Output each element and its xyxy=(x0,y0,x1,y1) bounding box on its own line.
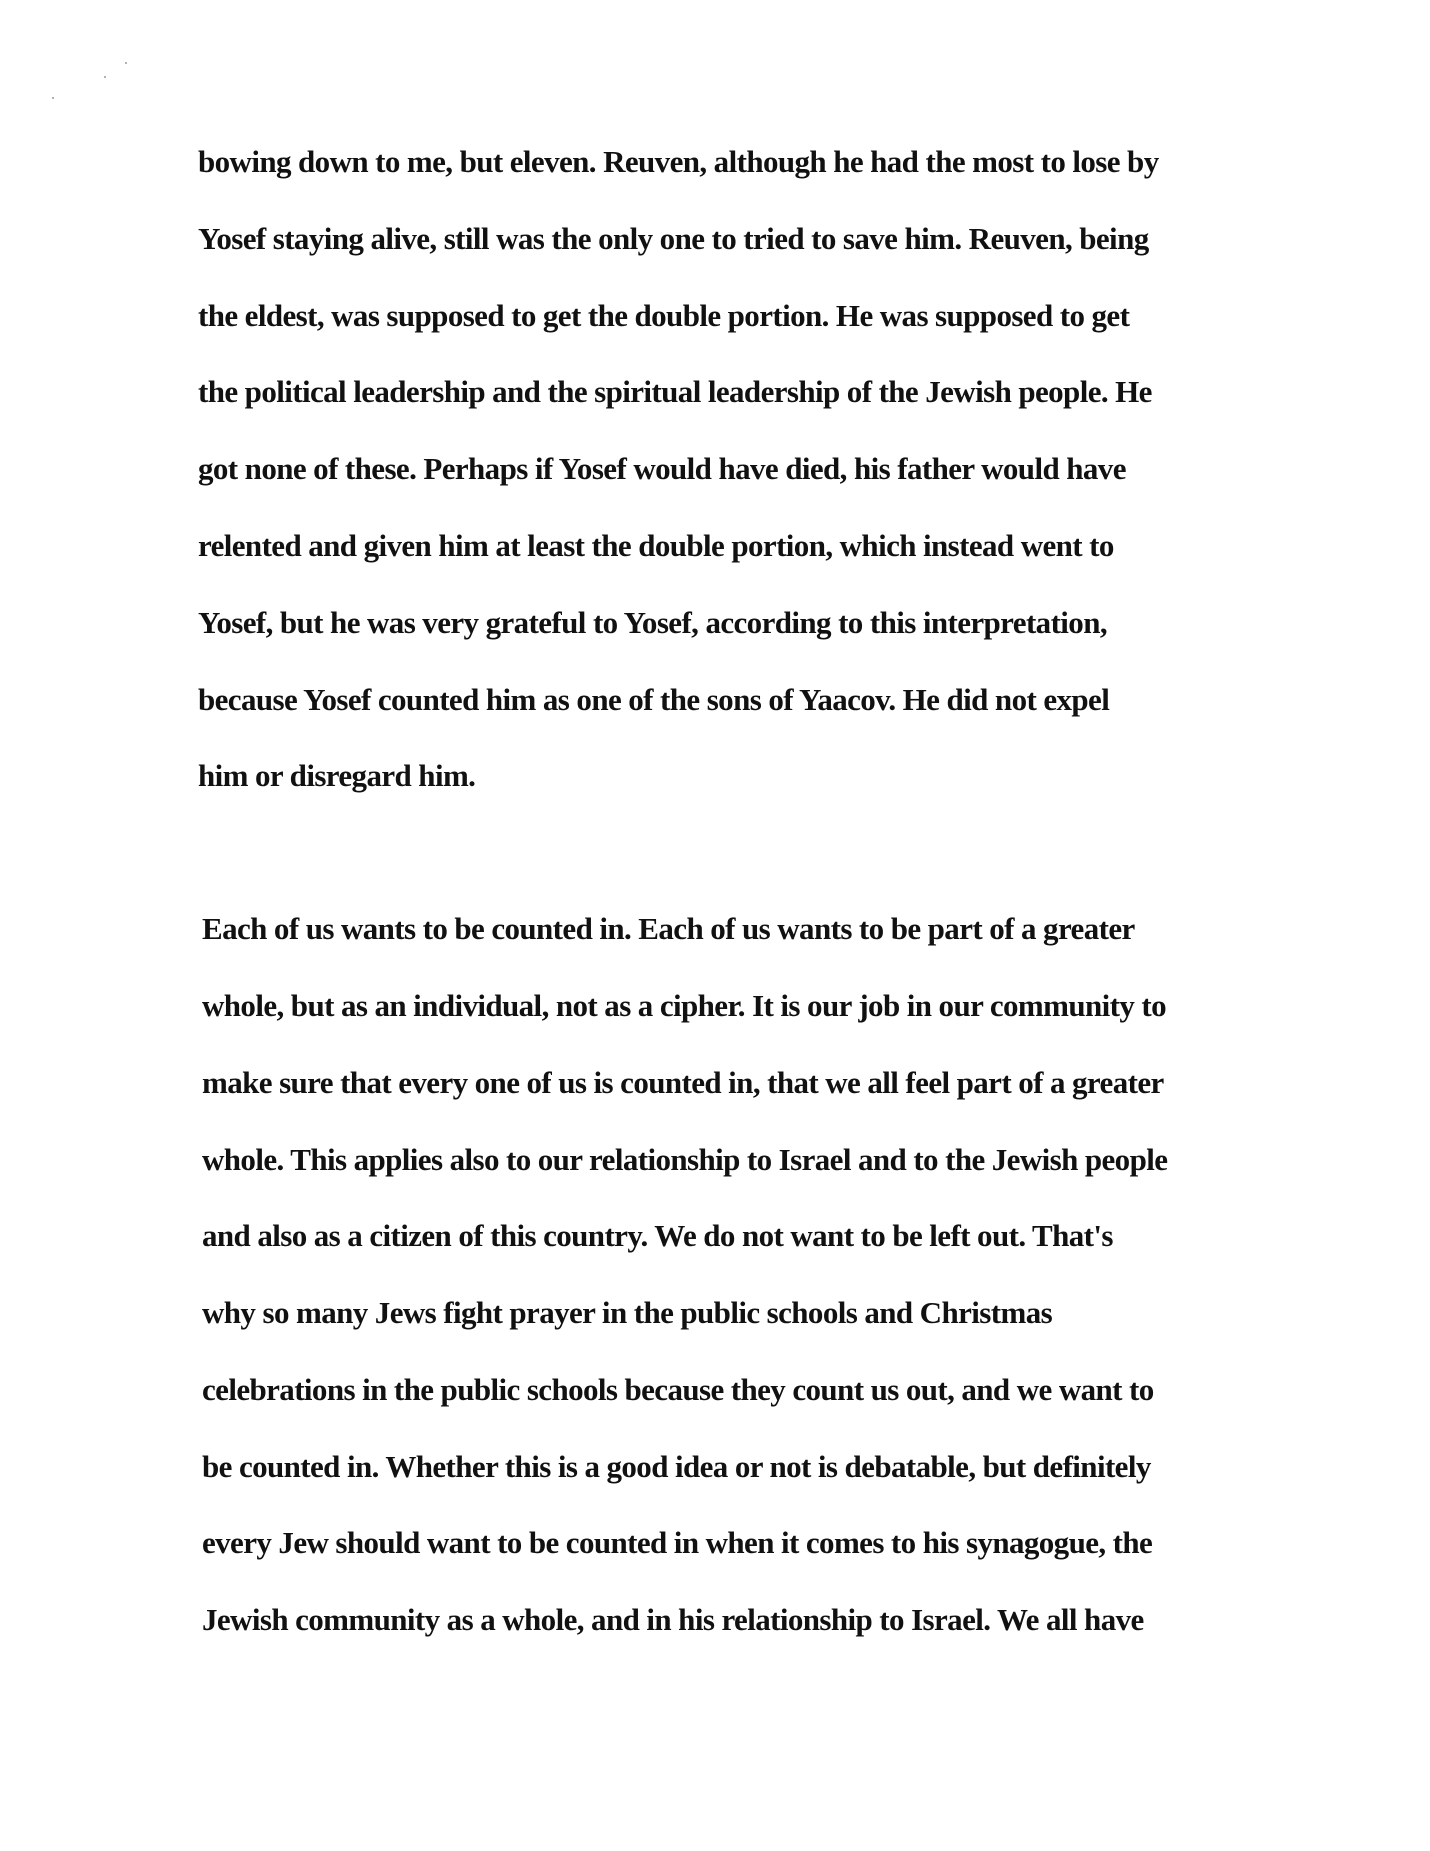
text-line: why so many Jews fight prayer in the public schools and Christmas xyxy=(202,1295,1053,1330)
text-line: him or disregard him. xyxy=(198,758,476,793)
text-line: got none of these. Perhaps if Yosef would have died, his father would have xyxy=(198,451,1126,486)
text-line: and also as a citizen of this country. We do not want to be left out. That's xyxy=(202,1218,1113,1253)
text-line: whole, but as an individual, not as a cipher. It is our job in our community to xyxy=(202,988,1167,1023)
text-line: Jewish community as a whole, and in his relationship to Israel. We all have xyxy=(202,1602,1144,1637)
text-line: relented and given him at least the double portion, which instead went to xyxy=(198,528,1114,563)
text-line: the political leadership and the spiritual leadership of the Jewish people. He xyxy=(198,374,1152,409)
text-line: the eldest, was supposed to get the double portion. He was supposed to get xyxy=(198,298,1130,333)
text-line: Yosef, but he was very grateful to Yosef, according to this interpretation, xyxy=(198,605,1107,640)
text-line: Yosef staying alive, still was the only one to tried to save him. Reuven, being xyxy=(198,221,1149,256)
scan-speck xyxy=(104,76,106,78)
text-line: whole. This applies also to our relationship to Israel and to the Jewish people xyxy=(202,1142,1168,1177)
text-line: because Yosef counted him as one of the sons of Yaacov. He did not expel xyxy=(198,682,1110,717)
scan-speck xyxy=(125,62,127,64)
text-line: celebrations in the public schools because they count us out, and we want to xyxy=(202,1372,1154,1407)
scan-speck xyxy=(52,97,54,99)
text-line: bowing down to me, but eleven. Reuven, although he had the most to lose by xyxy=(198,144,1159,179)
text-line: make sure that every one of us is counted in, that we all feel part of a greater xyxy=(202,1065,1164,1100)
text-line: every Jew should want to be counted in when it comes to his synagogue, the xyxy=(202,1525,1153,1560)
text-line: be counted in. Whether this is a good idea or not is debatable, but definitely xyxy=(202,1449,1151,1484)
text-line: Each of us wants to be counted in. Each of us wants to be part of a greater xyxy=(202,911,1135,946)
